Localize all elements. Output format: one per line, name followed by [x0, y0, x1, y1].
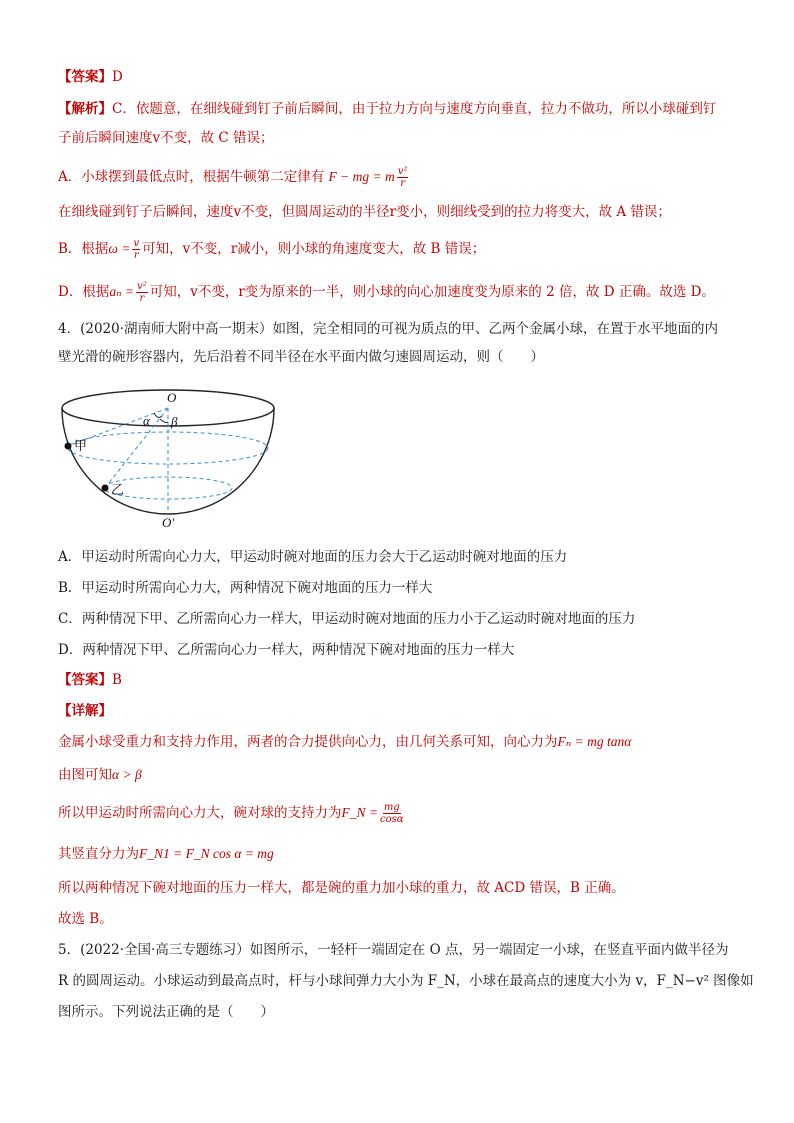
q4-option-c: C．两种情况下甲、乙所需向心力一样大，甲运动时碗对地面的压力小于乙运动时碗对地面的压力 [58, 611, 636, 627]
detail-line-2: 由图可知α > β [58, 767, 142, 783]
angle-arc-beta [160, 419, 168, 423]
detail-line-5: 所以两种情况下碗对地面的压力一样大，都是碗的重力加小球的重力，故 ACD 错误，B 正确。 [58, 880, 625, 896]
label-O-prime: O′ [162, 515, 175, 530]
q4-option-d: D．两种情况下甲、乙所需向心力一样大，两种情况下碗对地面的压力一样大 [58, 642, 515, 658]
q4-option-b: B．甲运动时所需向心力大，两种情况下碗对地面的压力一样大 [58, 580, 433, 596]
bowl-figure [58, 386, 278, 531]
ball-yi [102, 485, 109, 492]
fraction-v2-r: $\frac{\text{v²}}{r}$ [397, 166, 408, 189]
angle-arc-alpha [154, 413, 162, 417]
answer-line-1 [58, 68, 123, 86]
label-jia: 甲 [74, 438, 88, 453]
analysis-c-line-2: 子前后瞬间速度v不变，故 C 错误； [58, 130, 274, 146]
formula-fn-left: F_N = [341, 805, 378, 820]
label-alpha: α [143, 413, 150, 428]
fraction-mg-cos: $\frac{mg}{\cos\alpha}$ [380, 802, 404, 825]
analysis-label: 【解析】 [58, 101, 112, 117]
formula-omega: ω = [108, 241, 131, 256]
analysis-d-line: D．根据aₙ = $\frac{\text{v²}}{r}$ 可知，v不变，r变为原来的一半，则小球的向心加速度变为原来的 2 倍，故 D 正确。故选 D。 [58, 281, 715, 304]
detail-line-6: 故选 B。 [58, 911, 113, 927]
formula-an: aₙ = [109, 284, 135, 299]
ball-jia [65, 443, 72, 450]
q5-stem-line-2: R 的圆周运动。小球运动到最高点时，杆与小球间弹力大小为 F_N，小球在最高点的速度大小为 v，F_N−v² 图像如 [58, 973, 754, 989]
label-yi: 乙 [111, 482, 125, 497]
analysis-c-line-1: 【解析】C．依题意，在细线碰到钉子前后瞬间，由于拉力方向与速度方向垂直，拉力不做功，所以小球碰到钉 [58, 101, 717, 117]
radius-yi [105, 408, 168, 488]
answer-label: 【答案】 [58, 69, 112, 85]
formula-fn-tan: Fₙ = mg tanα [557, 734, 632, 749]
q5-stem-line-1: 5．(2022·全国·高三专题练习）如图所示，一轻杆一端固定在 O 点，另一端固定一小球，在竖直平面内做半径为 [58, 942, 729, 958]
q4-stem-line-1: 4．(2020·湖南师大附中高一期末）如图，完全相同的可视为质点的甲、乙两个金属小球，在置于水平地面的内 [58, 321, 719, 337]
answer-value: D [112, 69, 123, 85]
label-beta: β [171, 414, 178, 429]
answer-line-2: 【答案】B [58, 672, 122, 688]
detail-label: 【详解】 [58, 703, 112, 719]
formula-alpha-gt-beta: α > β [112, 767, 142, 782]
fraction-v2-r-d: $\frac{\text{v²}}{r}$ [137, 281, 147, 304]
analysis-a-line-2: 在细线碰到钉子后瞬间，速度v不变，但圆周运动的半径r变小，则细线受到的拉力将变大，故 A 错误； [58, 204, 671, 220]
q4-stem-line-2: 壁光滑的碗形容器内，先后沿着不同半径在水平面内做匀速圆周运动，则（ ） [58, 349, 544, 365]
q4-option-a: A．甲运动时所需向心力大，甲运动时碗对地面的压力会大于乙运动时碗对地面的压力 [58, 549, 568, 565]
detail-line-3: 所以甲运动时所需向心力大，碗对球的支持力为F_N = $\frac{mg}{\cos\alpha}$ [58, 802, 404, 825]
analysis-a-line-1: A．小球摆到最低点时，根据牛顿第二定律有 F − mg = m $\frac{\text{v²}}{r}$ [58, 166, 408, 189]
analysis-b-line: B．根据ω = $\frac{v}{r}$ 可知，v不变，r减小，则小球的角速度变大，故 B 错误； [58, 238, 486, 261]
label-O: O [167, 390, 177, 405]
q5-stem-line-3: 图所示。下列说法正确的是（ ） [58, 1004, 274, 1020]
formula-newton: F − mg = m [328, 169, 395, 184]
formula-fn1: F_N1 = F_N cos α = mg [139, 846, 274, 861]
detail-line-4: 其竖直分力为F_N1 = F_N cos α = mg [58, 846, 274, 862]
detail-line-1: 金属小球受重力和支持力作用，两者的合力提供向心力，由几何关系可知，向心力为Fₙ = mg tanα [58, 734, 632, 750]
fraction-v-r: $\frac{v}{r}$ [133, 238, 140, 261]
